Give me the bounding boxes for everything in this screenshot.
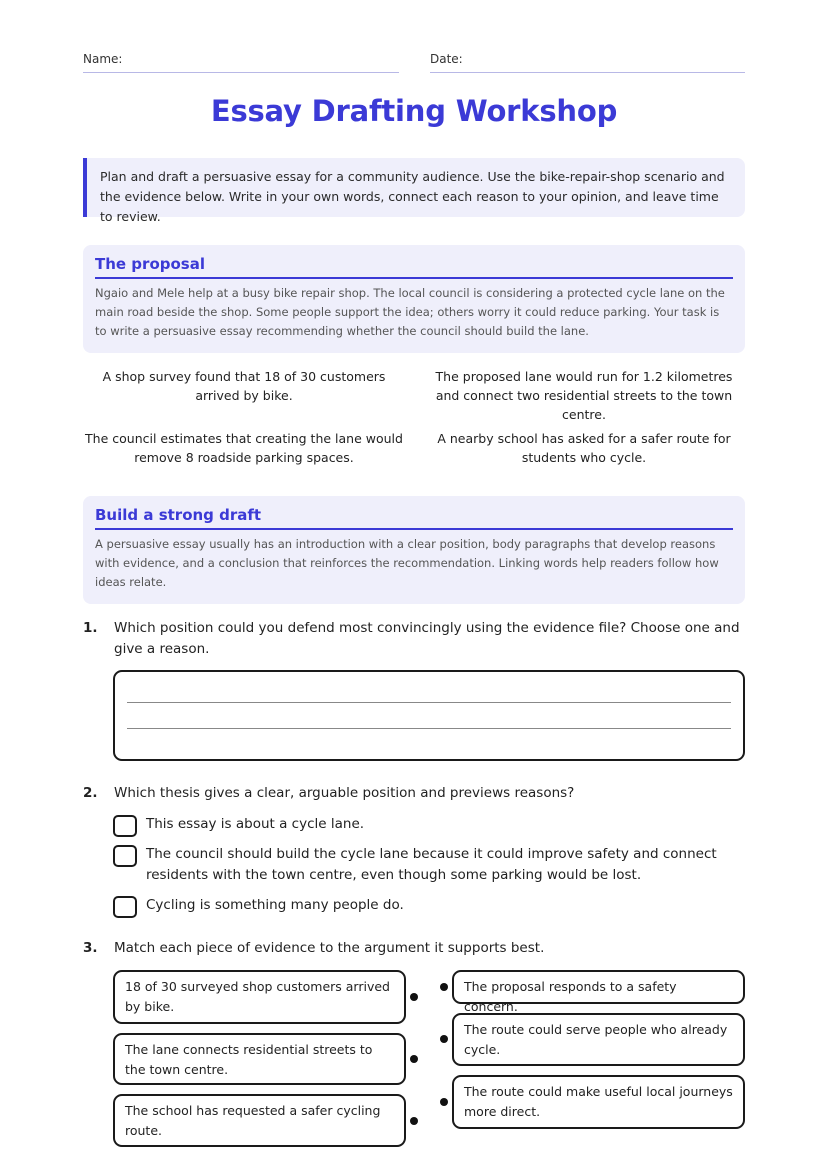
question-number: 2. [83, 785, 98, 801]
question-text: Match each piece of evidence to the argument it supports best. [114, 940, 545, 956]
evidence-item: A nearby school has asked for a safer route for students who cycle. [437, 431, 731, 465]
match-argument-box: The route could serve people who already cycle. [452, 1013, 745, 1066]
match-dot-right[interactable] [440, 1035, 448, 1043]
draft-heading: Build a strong draft [95, 506, 733, 530]
answer-box[interactable] [113, 670, 745, 761]
name-field[interactable] [83, 52, 399, 73]
option-text: The council should build the cycle lane because it could improve safety and connect residents with the town centre, even though some parking would be lost. [146, 846, 717, 883]
match-argument-box: The proposal responds to a safety concern. [452, 970, 745, 1004]
option-text: Cycling is something many people do. [146, 897, 404, 913]
match-dot-left[interactable] [410, 993, 418, 1001]
writing-line [127, 728, 731, 729]
checkbox[interactable] [113, 896, 137, 918]
question-text: Which thesis gives a clear, arguable position and previews reasons? [114, 785, 575, 801]
date-field[interactable] [430, 52, 745, 73]
student-info-row [83, 52, 745, 74]
question-number: 3. [83, 940, 98, 956]
proposal-panel [83, 245, 745, 353]
match-dot-right[interactable] [440, 1098, 448, 1106]
draft-panel [83, 496, 745, 604]
page-title: Essay Drafting Workshop [210, 94, 618, 128]
name-label: Name: [83, 52, 123, 66]
match-evidence-box: The lane connects residential streets to the town centre. [113, 1033, 406, 1085]
thesis-option[interactable] [113, 895, 745, 916]
match-argument-box: The route could make useful local journeys more direct. [452, 1075, 745, 1129]
question-3 [83, 938, 745, 959]
evidence-item: The proposed lane would run for 1.2 kilometres and connect two residential streets to the town centre. [435, 369, 733, 422]
match-dot-left[interactable] [410, 1055, 418, 1063]
writing-line [127, 702, 731, 703]
intro-callout: Plan and draft a persuasive essay for a community audience. Use the bike-repair-shop scenario and the evidence below. Write in your own words, connect each reason to your opinion, and leave time to review. [83, 158, 745, 217]
date-label: Date: [430, 52, 463, 66]
match-evidence-box: 18 of 30 surveyed shop customers arrived by bike. [113, 970, 406, 1024]
proposal-heading: The proposal [95, 255, 733, 279]
evidence-item: The council estimates that creating the lane would remove 8 roadside parking spaces. [85, 431, 403, 465]
checkbox[interactable] [113, 815, 137, 837]
thesis-option[interactable] [113, 844, 745, 886]
question-number: 1. [83, 620, 98, 636]
checkbox[interactable] [113, 845, 137, 867]
question-2 [83, 783, 745, 804]
match-evidence-box: The school has requested a safer cycling route. [113, 1094, 406, 1147]
proposal-text: Ngaio and Mele help at a busy bike repair shop. The local council is considering a protected cycle lane on the main road beside the shop. Some people support the idea; others worry it could reduce parking. Your task is to write a persuasive essay recommending whether the council should build the lane. [95, 286, 725, 338]
evidence-item: A shop survey found that 18 of 30 customers arrived by bike. [102, 369, 386, 403]
question-text: Which position could you defend most convincingly using the evidence file? Choose one and give a reason. [114, 620, 740, 657]
match-dot-left[interactable] [410, 1117, 418, 1125]
match-dot-right[interactable] [440, 983, 448, 991]
question-1 [83, 618, 745, 660]
thesis-option[interactable] [113, 814, 745, 835]
draft-text: A persuasive essay usually has an introduction with a clear position, body paragraphs that develop reasons with evidence, and a conclusion that reinforces the recommendation. Linking words help readers follow how ideas relate. [95, 537, 719, 589]
option-text: This essay is about a cycle lane. [146, 816, 365, 832]
